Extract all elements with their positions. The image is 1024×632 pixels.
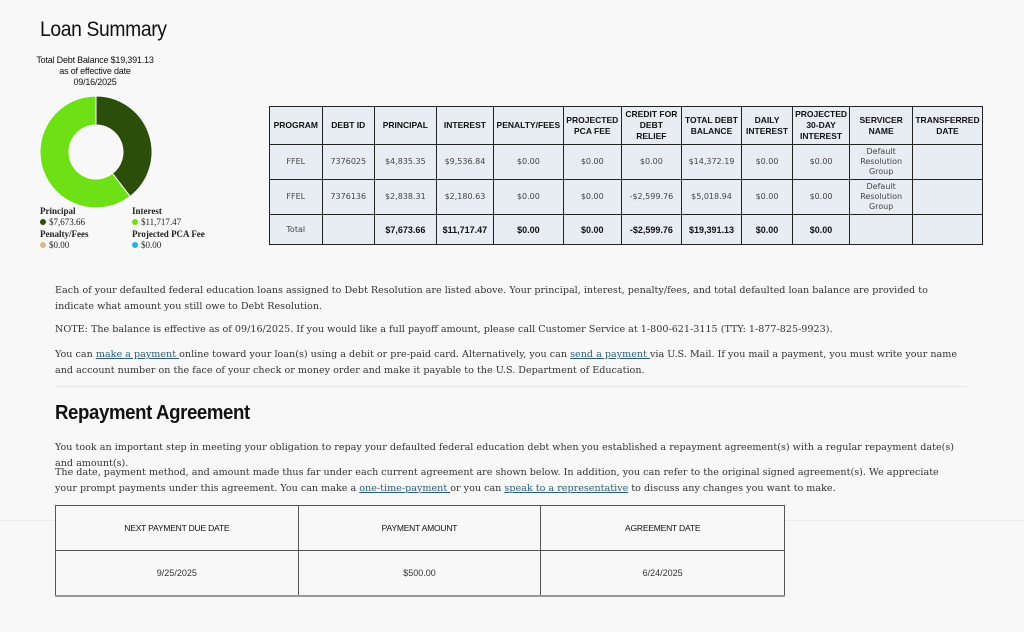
col-credit-debt-relief: CREDIT FOR DEBT RELIEF — [622, 107, 682, 145]
col-debt-id: DEBT ID — [322, 107, 375, 145]
col-transferred-date: TRANSFERRED DATE — [912, 107, 982, 145]
col-daily-interest: DAILY INTEREST — [742, 107, 793, 145]
legend-principal: Principal $7,673.66 — [40, 206, 85, 227]
page-title: Loan Summary — [40, 18, 167, 41]
col-payment-amount: PAYMENT AMOUNT — [298, 506, 541, 551]
col-total-debt-balance: TOTAL DEBT BALANCE — [681, 107, 742, 145]
col-principal: PRINCIPAL — [375, 107, 437, 145]
col-interest: INTEREST — [436, 107, 494, 145]
table-row: FFEL 7376025 $4,835.35 $9,536.84 $0.00 $0.00 $0.00 $14,372.19 $0.00 $0.00 Default Resolution Group — [270, 145, 983, 180]
balance-donut-chart — [40, 96, 152, 208]
table-row: 9/25/2025 $500.00 6/24/2025 — [56, 551, 785, 596]
balance-note-paragraph: NOTE: The balance is effective as of 09/16/2025. If you would like a full payoff amount, please call Customer Service at 1-800-621-3115 (TTY: 1-877-825-9923). — [55, 324, 833, 335]
col-projected-30-day-interest: PROJECTED 30-DAY INTEREST — [792, 107, 850, 145]
pca-fee-dot-icon — [132, 242, 138, 248]
repayment-intro-paragraph: You took an important step in meeting your obligation to repay your defaulted federal education debt when you established a repayment agreement(s) with a regular repayment date(s) and amount(s). — [55, 442, 955, 469]
col-next-payment-due-date: NEXT PAYMENT DUE DATE — [56, 506, 299, 551]
speak-to-representative-link[interactable]: speak to a representative — [504, 482, 629, 494]
repayment-agreement-table — [55, 505, 785, 597]
effective-date-label: as of effective date — [59, 66, 131, 76]
table-header-row — [56, 506, 785, 551]
loans-listed-paragraph: Each of your defaulted federal education loans assigned to Debt Resolution are listed above. Your principal, interest, penalty/fees, and total defaulted loan balance are provided to indicate what amount you still owe to Debt Resolution. — [55, 285, 928, 312]
legend-pca-fee: Projected PCA Fee $0.00 — [132, 229, 205, 250]
principal-dot-icon — [40, 219, 46, 225]
one-time-payment-link[interactable]: one-time-payment — [359, 482, 451, 494]
loan-summary-table — [269, 106, 983, 245]
payment-options-paragraph: You can make a payment online toward your loan(s) using a debit or pre-paid card. Alternatively, you can send a payment via U.S. Mail. If you mail a payment, you must write your name and account number on the face of your check or money order and make it payable to the U.S. Department of Education. — [55, 349, 958, 376]
legend-interest: Interest $11,717.47 — [132, 206, 182, 227]
repayment-details-paragraph: The date, payment method, and amount made thus far under each current agreement are shown below. In addition, you can refer to the original signed agreement(s). We appreciate your prompt payments under this agreement. You can make a one-time-payment or you can speak to a representative to discuss any changes you want to make. — [55, 467, 939, 494]
col-program: PROGRAM — [270, 107, 323, 145]
effective-date-value: 09/16/2025 — [73, 77, 117, 87]
total-balance-label: Total Debt Balance $19,391.13 — [36, 55, 154, 65]
send-a-payment-link[interactable]: send a payment — [570, 349, 650, 360]
penalty-dot-icon — [40, 242, 46, 248]
col-servicer-name: SERVICER NAME — [850, 107, 913, 145]
donut-caption — [30, 55, 160, 88]
make-a-payment-link[interactable]: make a payment — [95, 349, 180, 360]
col-projected-pca-fee: PROJECTED PCA FEE — [563, 107, 622, 145]
table-total-row: Total $7,673.66 $11,717.47 $0.00 $0.00 -$2,599.76 $19,391.13 $0.00 $0.00 — [270, 215, 983, 245]
interest-dot-icon — [132, 219, 138, 225]
table-header-row — [270, 107, 983, 145]
legend-penalty-fees: Penalty/Fees $0.00 — [40, 229, 89, 250]
repayment-agreement-title: Repayment Agreement — [55, 402, 250, 424]
section-divider — [55, 386, 967, 387]
col-penalty-fees: PENALTY/FEES — [494, 107, 563, 145]
col-agreement-date: AGREEMENT DATE — [541, 506, 785, 551]
table-row: FFEL 7376136 $2,838.31 $2,180.63 $0.00 $0.00 -$2,599.76 $5,018.94 $0.00 $0.00 Default Resolution Group — [270, 180, 983, 215]
